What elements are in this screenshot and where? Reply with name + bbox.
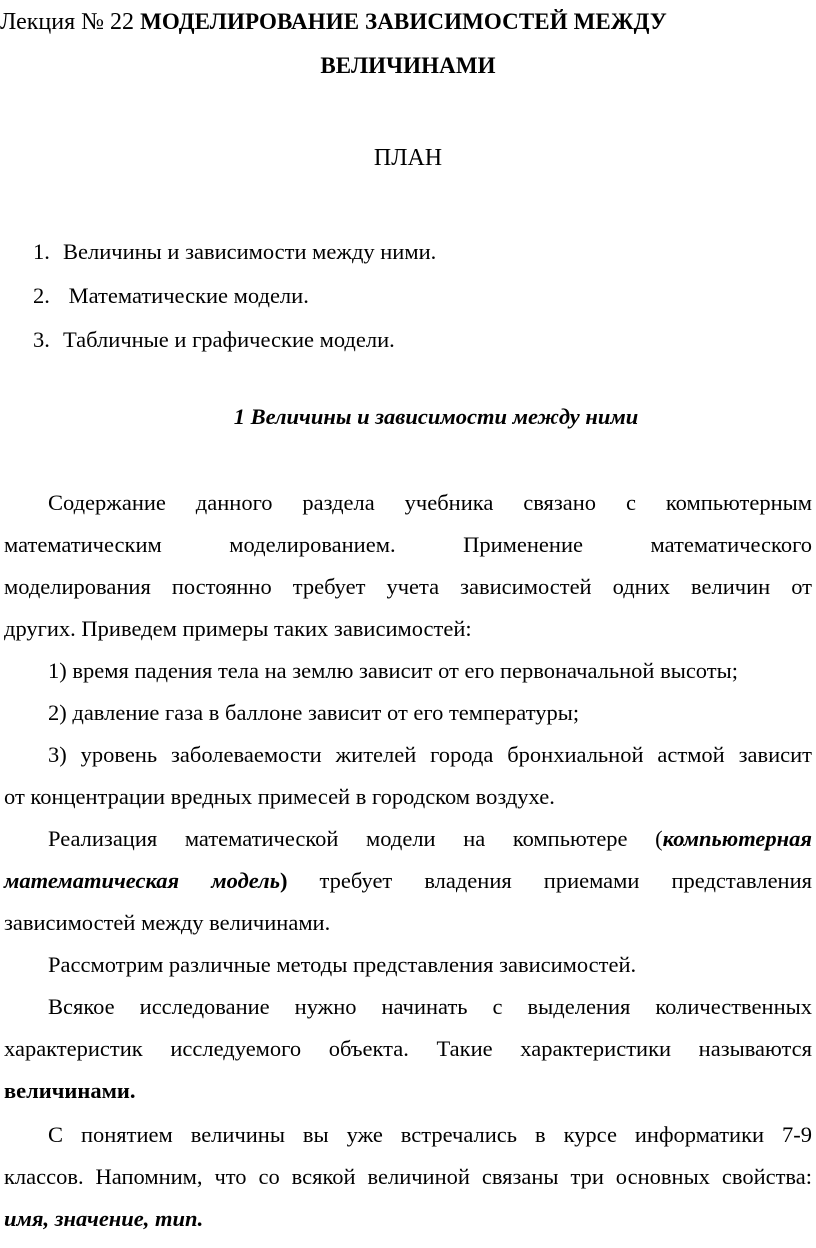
paragraph-line	[4, 1198, 812, 1240]
term-math-model: математическая модель	[4, 868, 280, 893]
paragraph-line: С понятием величины вы уже встречались в курсе информатики 7-9	[48, 1122, 812, 1147]
plan-item-number: 2.	[33, 283, 50, 308]
paragraph-line: характеристик исследуемого объекта. Такие характеристики называются	[4, 1036, 812, 1061]
paragraph-line: Всякое исследование нужно начинать с выделения количественных	[48, 994, 812, 1019]
example-line: 3) уровень заболеваемости жителей города бронхиальной астмой зависит	[48, 742, 812, 767]
example-3	[4, 734, 812, 818]
term-name: имя	[4, 1206, 44, 1231]
plan-item-text: Математические модели.	[63, 283, 309, 308]
plan-heading: ПЛАН	[373, 145, 443, 171]
term-computer: компьютерная	[662, 826, 812, 851]
paragraph-quantities	[4, 986, 812, 1112]
paragraph-line	[4, 860, 812, 902]
paragraph-line	[4, 818, 812, 860]
plan-item	[33, 230, 436, 274]
paragraph-line: Рассмотрим различные методы представления зависимостей.	[48, 952, 637, 977]
closing-paren: )	[280, 868, 288, 893]
lecture-title-bold-cont: ВЕЛИЧИНАМИ	[320, 53, 496, 78]
paragraph-line: других. Приведем примеры таких зависимостей:	[4, 616, 472, 641]
term-value: значение	[54, 1206, 144, 1231]
paragraph-intro	[4, 482, 812, 650]
paragraph-line: зависимостей между величинами.	[4, 910, 331, 935]
term-quantities: величинами.	[4, 1078, 136, 1103]
paragraph-computer-model	[4, 818, 812, 944]
paragraph-line	[4, 1070, 812, 1112]
plan-item	[33, 318, 436, 362]
lecture-title-bold: МОДЕЛИРОВАНИЕ ЗАВИСИМОСТЕЙ МЕЖДУ	[140, 9, 667, 34]
paragraph-text: требует владения приемами представления	[287, 868, 812, 893]
paragraph-text: Реализация математической модели на компьютере (	[48, 826, 663, 851]
paragraph-line: математическим моделированием. Применение математического	[4, 532, 812, 557]
paragraph-line: Содержание данного раздела учебника связано с компьютерным	[48, 490, 812, 515]
period: .	[197, 1206, 204, 1231]
paragraph-methods	[4, 944, 812, 986]
plan-item-text: Величины и зависимости между ними.	[63, 239, 437, 264]
plan-item	[33, 274, 436, 318]
term-type: тип	[155, 1206, 198, 1231]
separator: ,	[43, 1206, 55, 1231]
paragraph-properties	[4, 1114, 812, 1240]
plan-item-number: 1.	[33, 239, 50, 264]
lecture-number: Лекция № 22	[0, 9, 141, 35]
lecture-title-line1	[0, 0, 816, 44]
lecture-title-line2	[0, 44, 816, 88]
example-2	[4, 692, 812, 734]
paragraph-line: классов. Напомним, что со всякой величиной связаны три основных свойства:	[4, 1164, 812, 1189]
plan-list	[33, 230, 436, 362]
plan-item-text: Табличные и графические модели.	[63, 327, 395, 352]
paragraph-line: моделирования постоянно требует учета зависимостей одних величин от	[4, 574, 812, 599]
plan-item-number: 3.	[33, 327, 50, 352]
example-line: от концентрации вредных примесей в городском воздухе.	[4, 784, 555, 809]
example-1	[4, 650, 812, 692]
example-line: 1) время падения тела на землю зависит от его первоначальной высоты;	[48, 658, 738, 683]
separator: ,	[143, 1206, 156, 1231]
section-heading: 1 Величины и зависимости между ними	[233, 404, 639, 429]
example-line: 2) давление газа в баллоне зависит от его температуры;	[48, 700, 580, 725]
